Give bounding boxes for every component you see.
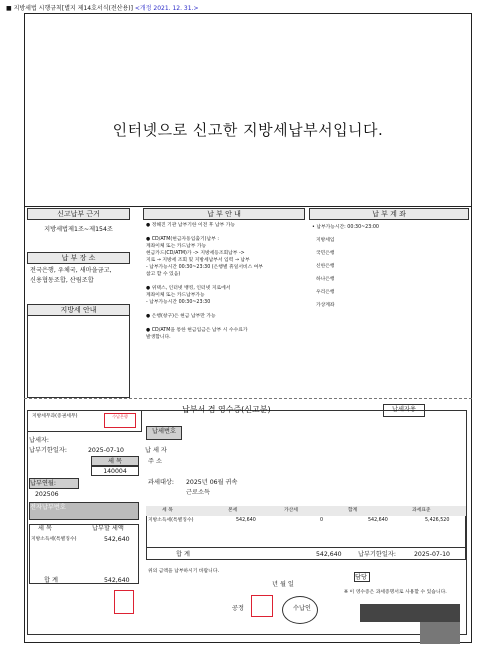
- elec-label: 전자납부번호: [29, 502, 139, 520]
- masked-field: [190, 420, 460, 434]
- total-label: 합 계: [176, 551, 190, 558]
- total-due-value: 2025-07-10: [414, 551, 450, 558]
- payer-label: 납세자:: [29, 437, 50, 444]
- th-tax: 세 목: [162, 508, 173, 513]
- guide-item: 계좌이체 또는 카드납부가능: [146, 293, 205, 298]
- note-2: ※ 이 영수증은 과세증명서로 사용할 수 있습니다.: [344, 590, 447, 595]
- bank-item: 국민은행: [316, 251, 335, 256]
- td-main: 542,640: [236, 518, 256, 523]
- table-divider: [146, 547, 466, 548]
- guide-item: 발생합니다.: [146, 335, 171, 340]
- collector-circle: [282, 596, 318, 624]
- accounts-note: • 납부가능시간: 00:30~23:00: [312, 225, 379, 230]
- date-label: 년 월 일: [272, 581, 294, 588]
- guide-item: 현금카드(CD/ATM)가 -> 지방세등조회납부 ->: [146, 251, 245, 256]
- revision-note: <개정 2021. 12. 31.>: [134, 5, 199, 12]
- guide-list: [146, 222, 306, 341]
- cut-line: [24, 398, 472, 400]
- bank-item: 하나은행: [316, 277, 335, 282]
- place-title: 납 부 장 소: [27, 252, 130, 264]
- tax-code: 140004: [91, 466, 139, 476]
- th-add: 가산세: [284, 508, 298, 513]
- bank-item: 지방세입: [316, 238, 335, 243]
- officer-label: 공정: [232, 605, 244, 612]
- left-table: [29, 524, 139, 584]
- guide-item: - 납부가능시간 00:30~23:30: [146, 300, 211, 305]
- left-row-tax: 지방소득세(특별징수): [31, 537, 77, 542]
- ym-value: 202506: [35, 491, 59, 498]
- total-value: 542,640: [316, 551, 342, 558]
- th-main: 본세: [228, 508, 238, 513]
- bank-item: 신한은행: [316, 264, 335, 269]
- guide-item: ● 정해진 기관 납부기한 이전 후 납부 가능: [146, 223, 236, 228]
- guide-item: ● CD/ATM(현금자동입출기)납부 :: [146, 237, 219, 242]
- th-base: 과세표준: [412, 508, 431, 513]
- payer-label-2: 납 세 자: [145, 447, 167, 454]
- bank-stamp: 수납은행: [104, 413, 136, 428]
- addr-label: 주 소: [148, 458, 162, 465]
- bank-item: 가상계좌: [316, 303, 335, 308]
- receipt-heading: 납부서 겸 영수증(신고분): [182, 405, 271, 414]
- guide-item: 지로 → 지방세 조회 및 지방세납부서 입력 → 납부: [146, 258, 250, 263]
- guide-title: 납 부 안 내: [143, 208, 305, 220]
- left-th-2: 납부할 세액: [92, 525, 124, 532]
- guide-item: 계좌이체 또는 카드납부 가능: [146, 244, 207, 249]
- place-text-1: 전국은행, 우체국, 새마을금고,: [30, 267, 112, 274]
- td-add: 0: [320, 518, 324, 523]
- page-title: 인터넷으로 신고한 지방세납부서입니다.: [112, 121, 384, 139]
- basis-text: 지방세법제1조~제154조: [44, 226, 113, 233]
- place-text-2: 신용협동조합, 산림조합: [30, 277, 94, 284]
- basis-title: 신고납부 근거: [27, 208, 130, 220]
- td-sum: 542,640: [368, 518, 388, 523]
- due-value: 2025-07-10: [88, 447, 124, 454]
- period-value-2: 근로소득: [186, 489, 210, 496]
- guide-item: 참고 할 수 있음): [146, 272, 181, 277]
- guide-side-title: 지방세 안내: [27, 304, 130, 316]
- guide-side-box: [27, 316, 130, 398]
- tax-label: 세 목: [91, 456, 139, 466]
- pay-note: 위의 금액을 납부하시기 바랍니다.: [148, 569, 219, 574]
- left-seal: [114, 590, 134, 614]
- due-label: 납부기한일자:: [29, 447, 67, 454]
- guide-item: ● 은행(창구)은 현금 납부만 가능: [146, 314, 216, 319]
- date-stamp: 담당: [354, 572, 370, 582]
- official-seal: [251, 595, 273, 617]
- th-sum: 합계: [348, 508, 358, 513]
- bank-item: 우리은행: [316, 290, 335, 295]
- collector-label: 수납인: [293, 605, 311, 612]
- period-value: 2025년 06월 귀속: [186, 479, 238, 486]
- ym-label: 납부연월:: [29, 478, 79, 489]
- receipt-badge: 납세자용: [383, 404, 425, 417]
- total-due-label: 납부기한일자:: [358, 551, 396, 558]
- guide-item: ● CD/ATM을 통한 현금입금은 납부 시 수수료가: [146, 328, 248, 333]
- form-header: ■ 지방세법 시행규칙[별지 제14호서식(전산용)] <개정 2021. 12. 31.>: [6, 5, 199, 12]
- guide-item: - 납부가능시간 00:30~23:30 (은행별 휴일서비스 여부: [146, 265, 264, 270]
- accounts-title: 납 부 계 좌: [309, 208, 469, 220]
- left-total-label: 합 계: [44, 577, 58, 584]
- td-base: 5,426,520: [425, 518, 450, 523]
- period-label: 과세대상:: [148, 479, 174, 486]
- dark-bar: [360, 604, 460, 622]
- left-row-amount: 542,640: [104, 536, 130, 543]
- top-section: [24, 13, 472, 207]
- left-th-1: 세 목: [38, 525, 52, 532]
- left-total-value: 542,640: [104, 577, 130, 584]
- payer-no-label: 납세번호: [146, 426, 182, 440]
- guide-item: ● 위택스, 인터넷 뱅킹, 인터넷 지로에서: [146, 286, 231, 291]
- td-tax: 지방소득세(특별징수): [148, 518, 194, 523]
- bureau-label: 지방세무과(증권세무): [32, 414, 78, 419]
- dark-corner: [420, 622, 460, 644]
